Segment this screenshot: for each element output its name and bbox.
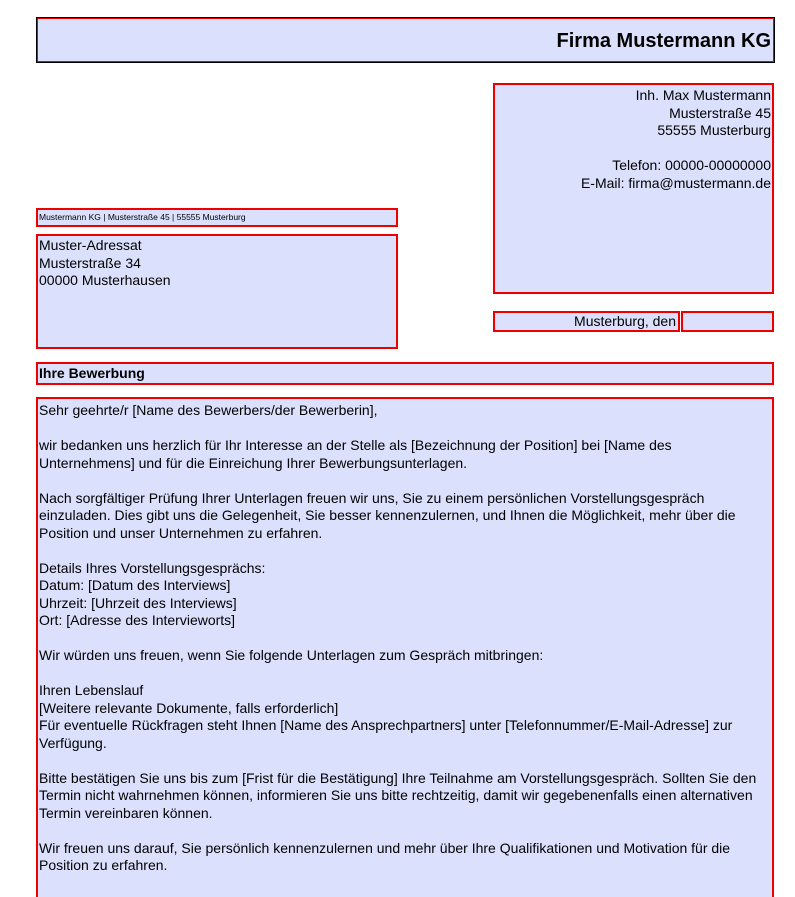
recipient-street: Musterstraße 34 [39,254,141,271]
contact-info: Für eventuelle Rückfragen steht Ihnen [Name des Ansprechpartners] unter [Telefonnummer/E-Mail-Adresse] zur Verfügung. [39,717,733,751]
paragraph-closing: Wir freuen uns darauf, Sie persönlich kennenzulernen und mehr über Ihre Qualifikationen und Motivation für die Position zu erfahren. [39,839,731,873]
document-item: Ihren Lebenslauf [39,682,144,698]
sender-phone: Telefon: 00000-00000000 [612,157,771,173]
paragraph-documents: Wir würden uns freuen, wenn Sie folgende Unterlagen zum Gespräch mitbringen: [39,647,544,663]
subject-field[interactable]: Ihre Bewerbung [36,362,774,385]
interview-details [39,560,770,630]
company-name: Firma Mustermann KG [556,30,771,52]
company-header-field[interactable] [36,17,775,63]
sender-city: 55555 Musterburg [657,122,771,138]
sender-address-field[interactable] [493,83,774,294]
document-item: [Weitere relevante Dokumente, falls erforderlich] [39,699,339,716]
letter-body-field[interactable] [36,397,774,897]
recipient-name: Muster-Adressat [39,237,142,253]
details-date: Datum: [Datum des Interviews] [39,577,231,593]
recipient-address-field[interactable] [36,234,398,349]
paragraph-thanks: wir bedanken uns herzlich für Ihr Interesse an der Stelle als [Bezeichnung der Position] bei [Name des Unternehmens] und für die Einreichung Ihrer Bewerbungsunterlagen. [39,437,672,471]
documents-list [39,682,770,752]
sender-owner: Inh. Max Mustermann [635,87,771,103]
recipient-city: 00000 Musterhausen [39,272,171,288]
salutation: Sehr geehrte/r [Name des Bewerbers/der Bewerberin], [39,402,378,418]
details-heading: Details Ihres Vorstellungsgesprächs: [39,559,266,576]
return-address-field[interactable]: Mustermann KG | Musterstraße 45 | 55555 Musterburg [36,208,398,227]
paragraph-confirmation: Bitte bestätigen Sie uns bis zum [Frist für die Bestätigung] Ihre Teilnahme am Vorstellungsgespräch. Sollten Sie den Termin nicht wahrnehmen können, informieren Sie uns bitte rechtzeitig, damit wir gegebenenfalls einen alternativen Termin vereinbaren können. [39,769,757,821]
details-time: Uhrzeit: [Uhrzeit des Interviews] [39,594,237,611]
date-input-field[interactable] [681,311,774,332]
sender-email: E-Mail: firma@mustermann.de [580,174,771,191]
details-place: Ort: [Adresse des Intervieworts] [39,612,236,628]
paragraph-invitation: Nach sorgfältiger Prüfung Ihrer Unterlagen freuen wir uns, Sie zu einem persönlichen Vorstellungsgespräch einzuladen. Dies gibt uns die Gelegenheit, Sie besser kennenzulernen, und Ihnen die Möglichkeit, mehr über die Position und unser Unternehmen zu erfahren. [39,489,736,541]
sender-street: Musterstraße 45 [669,104,771,121]
date-label-field[interactable]: Musterburg, den [493,311,680,332]
